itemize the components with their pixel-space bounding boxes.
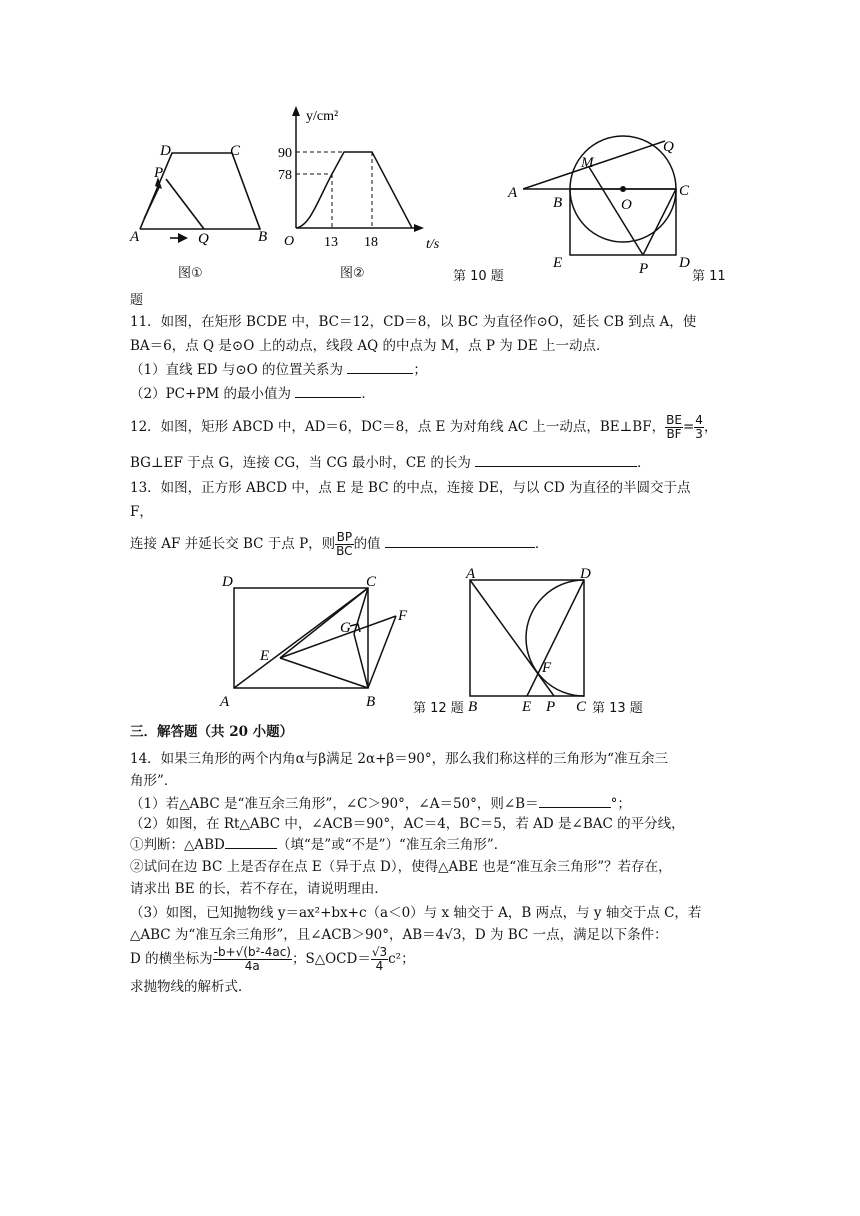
caption-q10: 第 10 题 [453,269,504,284]
section-3-heading: 三．解答题（共 20 小题） [130,724,294,740]
label-C: C [230,143,241,159]
q14-part-3-line-3 [130,946,415,973]
label-M: M [581,155,594,171]
q14-frac-den: 4a [244,959,260,973]
x-axis-label: t/s [426,237,440,252]
q12-line-2-end: ． [637,455,651,471]
q12-fraction-be-bf [665,414,683,441]
q11-answer-blank-1[interactable] [347,361,413,374]
q14-part-2-a-pre: ①判断：△ABD [130,837,225,853]
q14-part-3-line-2: △ABC 为“准互余三角形”，且∠ACB＞90°，AB＝4√3，D 为 BC 一点，满足以下条件： [130,927,668,943]
label-A: A [508,185,518,201]
q14-part-1-end: °； [610,796,631,812]
figure-12 [212,568,422,713]
q14-line-1: 14．如果三角形的两个内角α与β满足 2α+β＝90°，那么我们称这样的三角形为“准互余三 [130,751,669,767]
q12-line-1-text: 12．如图，矩形 ABCD 中，AD＝6，DC＝8，点 E 为对角线 AC 上一动点，BE⊥BF， [130,419,666,435]
q14-fraction-x-coordinate [213,946,292,973]
label-B: B [553,195,563,211]
q13-line-2-text: 连接 AF 并延长交 BC 于点 P，则 [130,536,336,552]
label-C: C [576,699,587,714]
q14-answer-blank-2[interactable] [225,836,277,849]
origin-label: O [284,234,295,249]
q12-frac2-den: 3 [695,427,703,441]
q12-equals: = [682,419,695,435]
q14-part-1-text: （1）若△ABC 是“准互余三角形”，∠C＞90°，∠A＝50°，则∠B＝ [130,796,539,812]
q13-line-2-mid: 的值 [353,536,381,552]
q14-part-3-line-3-mid: ；S△OCD＝ [291,951,371,967]
q12-frac1-den: BF [666,427,682,441]
q14-part-2-b-2: 请求出 BE 的长，若不存在，请说明理由． [130,881,388,897]
label-D: D [222,574,233,590]
q14-part-3-line-1: （3）如图，已知抛物线 y＝ax²+bx+c（a＜0）与 x 轴交于 A，B 两点，与 y 轴交于点 C，若 [130,905,702,921]
figure-11 [505,125,705,275]
q11-answer-blank-2[interactable] [295,385,361,398]
figure-10-graph [278,100,458,260]
q12-frac1-num: BE [666,413,682,427]
q14-part-1 [130,795,631,813]
label-G: G [340,620,351,636]
label-E: E [522,699,532,714]
q14-frac2-num: √3 [371,945,388,959]
q13-line-2 [130,531,548,558]
label-O: O [621,197,632,213]
label-P: P [639,261,649,275]
q11-line-2: BA＝6，点 Q 是⊙O 上的动点，线段 AQ 的中点为 M，点 P 为 DE 上一动点． [130,338,610,354]
label-D: D [580,566,591,582]
label-D: D [160,143,171,159]
q13-frac-num: BP [336,530,353,544]
q13-fraction-bp-bc [335,531,353,558]
tick-78: 78 [278,168,292,183]
q14-part-3-line-3-pre: D 的横坐标为 [130,951,213,967]
q14-frac-num: -b+√(b²-4ac) [213,945,291,959]
caption-figure-1: 图① [178,266,203,281]
label-A: A [466,566,476,582]
tick-90: 90 [278,146,292,161]
q12-line-1 [130,414,717,441]
label-P: P [546,699,556,714]
q13-answer-blank[interactable] [385,535,535,548]
q11-part-2-text: （2）PC+PM 的最小值为 [130,386,292,402]
tick-13: 13 [324,235,338,250]
q12-line-2 [130,454,651,472]
q13-frac-den: BC [336,544,353,558]
label-B: B [366,694,376,710]
label-A: A [220,694,230,710]
label-C: C [679,183,690,199]
label-F: F [542,660,552,676]
label-C: C [366,574,377,590]
q13-line-1-wrap: F， [130,504,153,520]
q14-part-2-b-1: ②试问在边 BC 上是否存在点 E（异于点 D），使得△ABE 也是“准互余三角形”？若存在， [130,859,672,875]
caption-q11-wrap: 题 [130,293,144,308]
label-B: B [468,699,478,714]
q14-part-3-line-4: 求抛物线的解析式． [130,979,252,995]
label-Q: Q [663,139,674,155]
q14-frac2-den: 4 [375,959,384,973]
label-P: P [154,165,164,181]
tick-18: 18 [364,235,378,250]
figure-10-trapezoid [126,135,276,255]
q14-answer-blank-1[interactable] [539,795,611,808]
label-E: E [260,648,270,664]
q11-part-1 [130,361,427,379]
q11-line-1: 11．如图，在矩形 BCDE 中，BC＝12，CD＝8，以 BC 为直径作⊙O，延长 CB 到点 A，使 [130,314,697,330]
q12-frac2-num: 4 [695,413,703,427]
q13-line-2-end: ． [534,536,549,552]
q14-fraction-area [371,946,388,973]
label-E: E [553,255,563,271]
figure-13 [462,564,602,714]
q12-fraction-4-3 [694,414,704,441]
label-A: A [130,229,140,245]
q13-line-1: 13．如图，正方形 ABCD 中，点 E 是 BC 的中点，连接 DE，与以 CD 为直径的半圆交于点 [130,480,691,496]
q14-part-2: （2）如图，在 Rt△ABC 中，∠ACB＝90°，AC＝4，BC＝5，若 AD 是∠BAC 的平分线， [130,816,685,832]
label-F: F [398,608,408,624]
q11-part-1-text: （1）直线 ED 与⊙O 的位置关系为 [130,362,344,378]
caption-figure-2: 图② [340,266,365,281]
y-axis-label: y/cm² [306,109,339,124]
caption-q13: 第 13 题 [592,701,643,716]
q14-part-2-a-post: （填“是”或“不是”）“准互余三角形”． [276,837,508,853]
q11-part-2-end: ． [361,386,375,402]
caption-q11: 第 11 [692,269,726,284]
label-Q: Q [198,231,209,247]
q14-line-1-wrap: 角形”． [130,773,178,789]
q12-line-1-end: ， [703,419,718,435]
q12-answer-blank[interactable] [475,454,637,467]
label-B: B [258,229,268,245]
label-D: D [679,255,690,271]
caption-q12: 第 12 题 [413,701,464,716]
q11-part-2 [130,385,375,403]
q14-part-2-a [130,836,507,854]
q11-part-1-end: ； [413,362,427,378]
q12-line-2-text: BG⊥EF 于点 G，连接 CG，当 CG 最小时，CE 的长为 [130,455,471,471]
q14-part-3-line-3-end: c²； [388,951,415,967]
